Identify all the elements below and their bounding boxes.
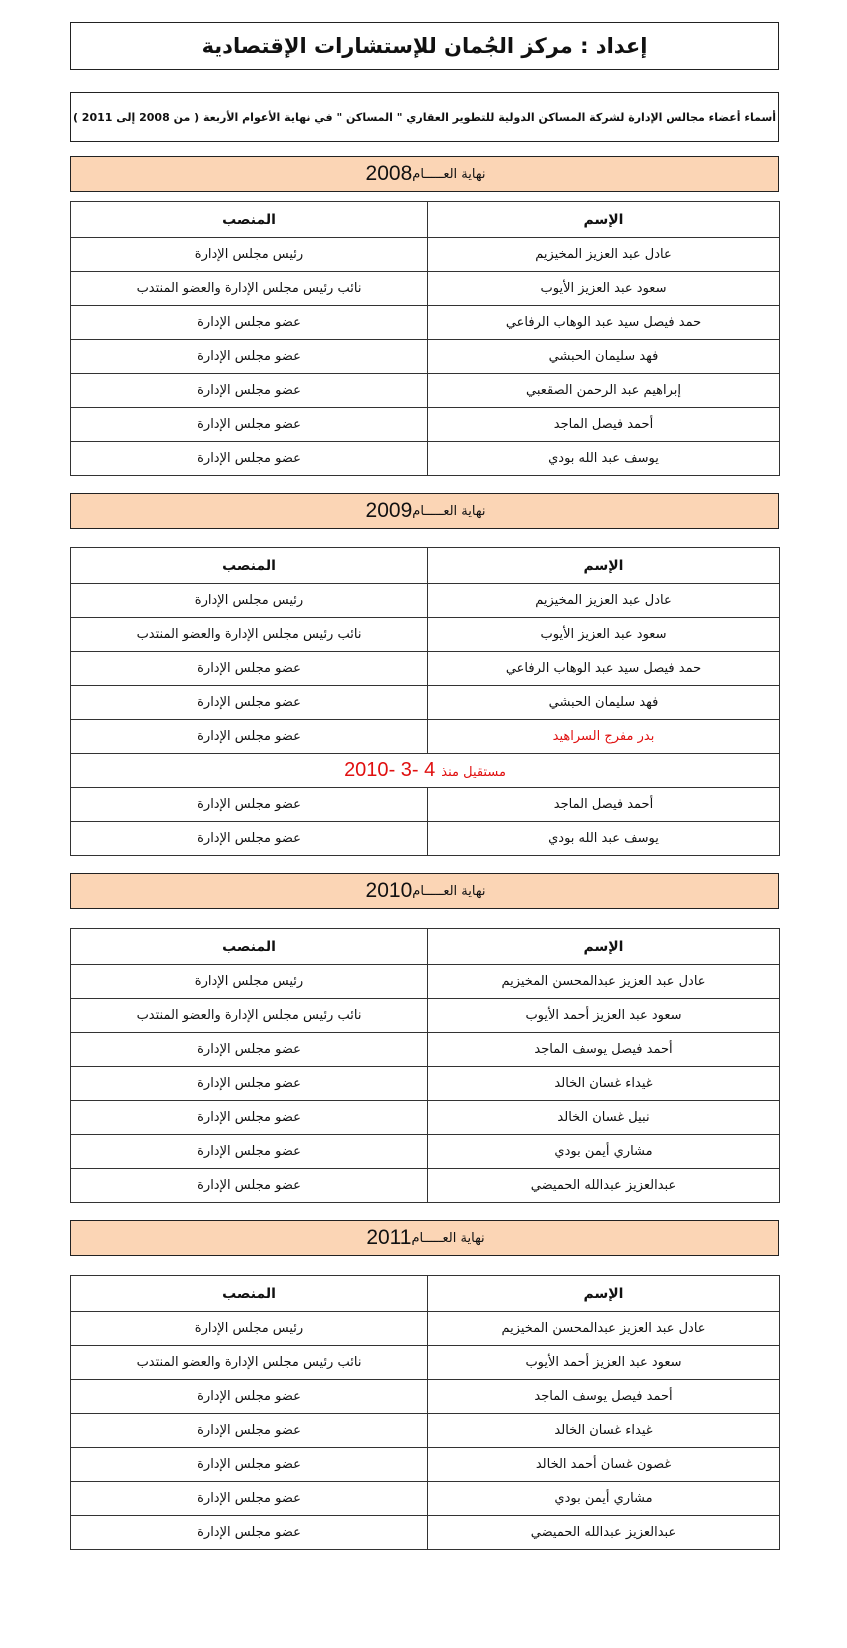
member-name: مشاري أيمن بودي [428, 1135, 780, 1169]
member-position: عضو مجلس الإدارة [71, 442, 428, 476]
table-row [71, 1448, 780, 1482]
table-row [71, 1135, 780, 1169]
member-position: نائب رئيس مجلس الإدارة والعضو المنتدب [71, 618, 428, 652]
resignation-note-date: 4 -3 -2010 [344, 759, 436, 781]
table-header-row [71, 1276, 780, 1312]
member-name: مشاري أيمن بودي [428, 1482, 780, 1516]
member-position: عضو مجلس الإدارة [71, 1516, 428, 1550]
table-row [71, 340, 780, 374]
member-position: نائب رئيس مجلس الإدارة والعضو المنتدب [71, 1346, 428, 1380]
column-header-name: الإسم [428, 548, 780, 584]
member-name: يوسف عبد الله بودي [428, 442, 780, 476]
table-row [71, 442, 780, 476]
member-name: حمد فيصل سيد عبد الوهاب الرفاعي [428, 306, 780, 340]
year-heading-number: 2011 [366, 1226, 412, 1249]
member-position: عضو مجلس الإدارة [71, 1448, 428, 1482]
member-position: عضو مجلس الإدارة [71, 340, 428, 374]
table-row [71, 306, 780, 340]
table-row [71, 618, 780, 652]
member-name: أحمد فيصل يوسف الماجد [428, 1033, 780, 1067]
member-name: عادل عبد العزيز عبدالمحسن المخيزيم [428, 1312, 780, 1346]
member-name: سعود عبد العزيز الأيوب [428, 618, 780, 652]
table-row [71, 1380, 780, 1414]
member-name: عادل عبد العزيز المخيزيم [428, 238, 780, 272]
member-name: أحمد فيصل الماجد [428, 408, 780, 442]
member-position: عضو مجلس الإدارة [71, 1482, 428, 1516]
member-position: عضو مجلس الإدارة [71, 720, 428, 754]
members-table-2009 [70, 547, 780, 856]
table-row [71, 1312, 780, 1346]
table-header-row [71, 202, 780, 238]
member-position: عضو مجلس الإدارة [71, 1169, 428, 1203]
table-row [71, 1169, 780, 1203]
member-position: عضو مجلس الإدارة [71, 408, 428, 442]
table-row [71, 238, 780, 272]
column-header-name: الإسم [428, 929, 780, 965]
member-name: عبدالعزيز عبدالله الحميضي [428, 1169, 780, 1203]
member-name: عادل عبد العزيز المخيزيم [428, 584, 780, 618]
year-heading-number: 2010 [365, 879, 413, 902]
member-name: فهد سليمان الحبشي [428, 686, 780, 720]
year-heading-number: 2009 [365, 499, 413, 522]
members-table-2011 [70, 1275, 780, 1550]
member-name: غيداء غسان الخالد [428, 1067, 780, 1101]
member-position: رئيس مجلس الإدارة [71, 584, 428, 618]
resignation-note [71, 754, 780, 788]
member-name: غيداء غسان الخالد [428, 1414, 780, 1448]
member-position: رئيس مجلس الإدارة [71, 1312, 428, 1346]
table-row [71, 272, 780, 306]
table-header-row [71, 548, 780, 584]
column-header-position: المنصب [71, 202, 428, 238]
member-name: سعود عبد العزيز الأيوب [428, 272, 780, 306]
member-position: عضو مجلس الإدارة [71, 306, 428, 340]
table-row [71, 686, 780, 720]
table-row [71, 584, 780, 618]
member-position: عضو مجلس الإدارة [71, 1101, 428, 1135]
year-heading-label: نهاية العـــــام [412, 503, 486, 519]
member-position: عضو مجلس الإدارة [71, 686, 428, 720]
member-name: نبيل غسان الخالد [428, 1101, 780, 1135]
column-header-position: المنصب [71, 929, 428, 965]
table-row [71, 652, 780, 686]
members-table-2010 [70, 928, 780, 1203]
table-row [71, 1101, 780, 1135]
member-name: سعود عبد العزيز أحمد الأيوب [428, 999, 780, 1033]
member-name: حمد فيصل سيد عبد الوهاب الرفاعي [428, 652, 780, 686]
member-name: عبدالعزيز عبدالله الحميضي [428, 1516, 780, 1550]
member-position: عضو مجلس الإدارة [71, 1380, 428, 1414]
members-table-2008 [70, 201, 780, 476]
member-position: عضو مجلس الإدارة [71, 822, 428, 856]
resignation-note-text: مستقيل منذ [441, 765, 506, 780]
year-heading-label: نهاية العـــــام [412, 166, 486, 182]
year-heading-number: 2008 [365, 162, 413, 185]
member-position: نائب رئيس مجلس الإدارة والعضو المنتدب [71, 272, 428, 306]
year-heading-label: نهاية العـــــام [412, 883, 486, 899]
member-name: أحمد فيصل يوسف الماجد [428, 1380, 780, 1414]
member-position: عضو مجلس الإدارة [71, 652, 428, 686]
member-name: إبراهيم عبد الرحمن الصقعبي [428, 374, 780, 408]
table-row [71, 1414, 780, 1448]
member-position: عضو مجلس الإدارة [71, 1033, 428, 1067]
member-name: عادل عبد العزيز عبدالمحسن المخيزيم [428, 965, 780, 999]
year-heading-2011 [70, 1220, 779, 1256]
page-subtitle: أسماء أعضاء مجالس الإدارة لشركة المساكن الدولية للتطوير العقاري " المساكن " في نهاية الأعوام الأربعة ( من 2008 إلى 2011 ) [70, 92, 779, 142]
member-position: عضو مجلس الإدارة [71, 374, 428, 408]
member-position: رئيس مجلس الإدارة [71, 238, 428, 272]
member-position: عضو مجلس الإدارة [71, 788, 428, 822]
member-name: غصون غسان أحمد الخالد [428, 1448, 780, 1482]
member-name: يوسف عبد الله بودي [428, 822, 780, 856]
page-title: إعداد : مركز الجُمان للإستشارات الإقتصادية [70, 22, 779, 70]
member-position: عضو مجلس الإدارة [71, 1135, 428, 1169]
column-header-position: المنصب [71, 1276, 428, 1312]
member-position: عضو مجلس الإدارة [71, 1067, 428, 1101]
table-row [71, 822, 780, 856]
table-row [71, 1482, 780, 1516]
column-header-name: الإسم [428, 202, 780, 238]
member-position: عضو مجلس الإدارة [71, 1414, 428, 1448]
table-header-row [71, 929, 780, 965]
member-name: بدر مفرج السراهيد [428, 720, 780, 754]
table-row [71, 1346, 780, 1380]
year-heading-label: نهاية العـــــام [411, 1230, 485, 1246]
member-name: أحمد فيصل الماجد [428, 788, 780, 822]
table-row [71, 788, 780, 822]
member-position: رئيس مجلس الإدارة [71, 965, 428, 999]
table-row [71, 1067, 780, 1101]
year-heading-2008 [70, 156, 779, 192]
table-row [71, 1516, 780, 1550]
table-row [71, 374, 780, 408]
member-position: نائب رئيس مجلس الإدارة والعضو المنتدب [71, 999, 428, 1033]
table-row [71, 999, 780, 1033]
table-row [71, 1033, 780, 1067]
year-heading-2009 [70, 493, 779, 529]
table-row [71, 965, 780, 999]
column-header-position: المنصب [71, 548, 428, 584]
column-header-name: الإسم [428, 1276, 780, 1312]
resignation-note-row [71, 754, 780, 788]
year-heading-2010 [70, 873, 779, 909]
member-name: سعود عبد العزيز أحمد الأيوب [428, 1346, 780, 1380]
table-row [71, 408, 780, 442]
member-name: فهد سليمان الحبشي [428, 340, 780, 374]
table-row-resigned [71, 720, 780, 754]
